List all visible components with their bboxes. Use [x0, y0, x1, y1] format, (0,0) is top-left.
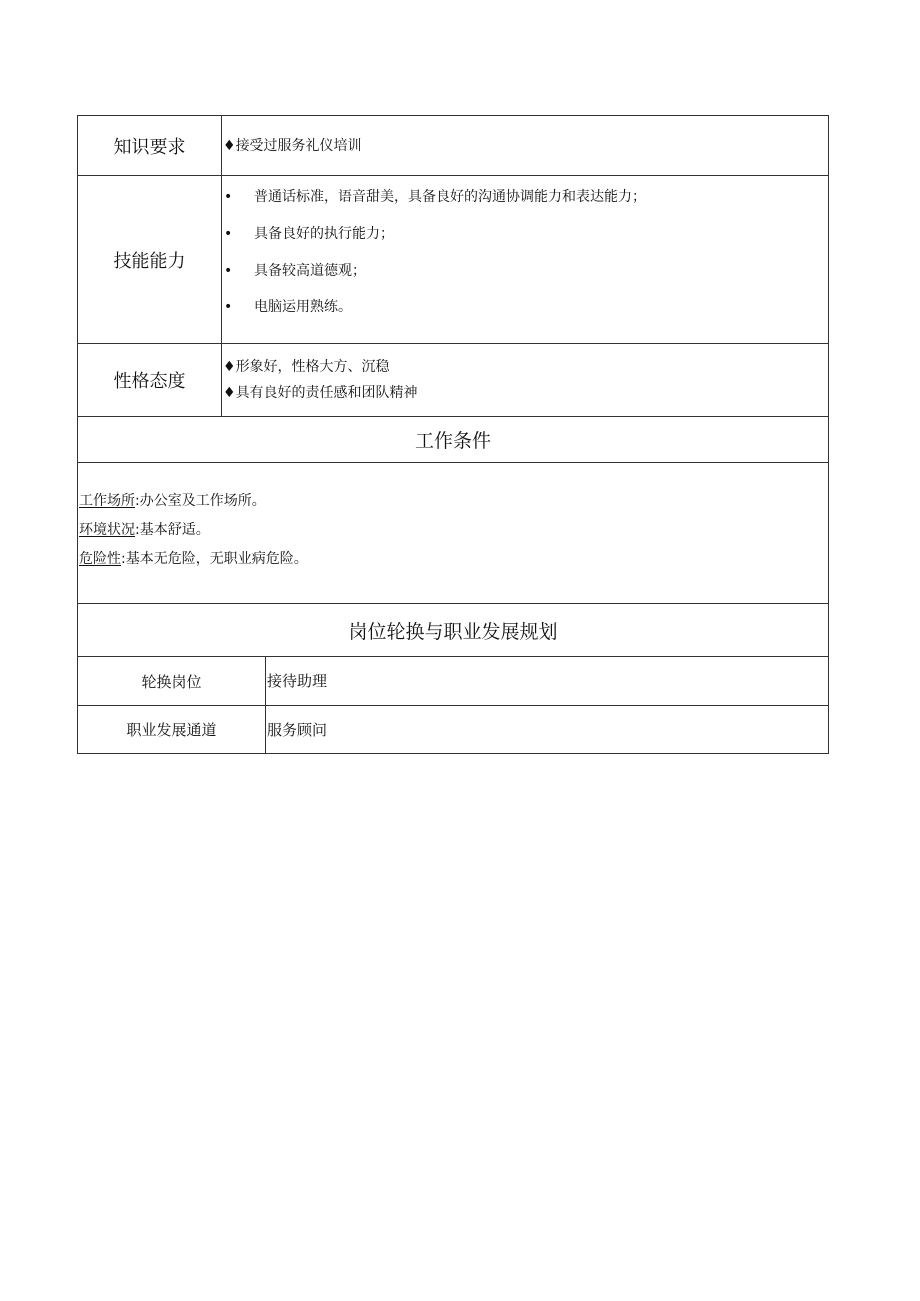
- work-condition-value: 办公室及工作场所。: [139, 493, 266, 509]
- attitude-content-cell: [221, 343, 829, 417]
- bullet-dot-icon: •: [224, 226, 233, 242]
- work-condition-key: 环境状况: [79, 522, 135, 538]
- attitude-item: ♦具有良好的责任感和团队精神: [223, 385, 418, 401]
- work-condition-value: 基本无危险，无职业病危险。: [125, 551, 308, 567]
- knowledge-item: ♦接受过服务礼仪培训: [223, 138, 362, 154]
- rotation-title: 岗位轮换与职业发展规划: [348, 620, 558, 643]
- rotation-label-cell: [77, 656, 266, 706]
- knowledge-label: 知识要求: [113, 136, 186, 158]
- career-path-value: 服务顾问: [267, 721, 328, 739]
- work-condition-key: 工作场所: [79, 493, 135, 509]
- bullet-dot-icon: •: [224, 263, 233, 279]
- work-condition-item: 危险性:基本无危险，无职业病危险。: [79, 551, 308, 567]
- skills-label: 技能能力: [113, 250, 186, 272]
- rotation-value-cell: [265, 656, 829, 706]
- work-condition-item: 环境状况:基本舒适。: [79, 522, 210, 538]
- skills-label-cell: [77, 175, 222, 344]
- attitude-item: ♦形象好，性格大方、沉稳: [223, 359, 390, 375]
- work-condition-item: 工作场所:办公室及工作场所。: [79, 493, 266, 509]
- work-conditions-header: [77, 416, 829, 463]
- rotation-header: [77, 603, 829, 657]
- rotation-label: 轮换岗位: [141, 672, 202, 691]
- attitude-label: 性格态度: [113, 371, 186, 392]
- skills-item: • 普通话标准，语音甜美，具备良好的沟通协调能力和表达能力；: [224, 189, 646, 205]
- career-path-label-cell: [77, 705, 266, 754]
- bullet-dot-icon: •: [224, 189, 233, 205]
- diamond-bullet-icon: ♦: [223, 138, 236, 154]
- skills-item: • 电脑运用熟练。: [224, 299, 352, 315]
- attitude-label-cell: [77, 343, 222, 417]
- knowledge-content-cell: [221, 115, 829, 176]
- diamond-bullet-icon: ♦: [223, 385, 236, 401]
- knowledge-label-cell: [77, 115, 222, 176]
- career-path-value-cell: [265, 705, 829, 754]
- skills-item: • 具备良好的执行能力；: [224, 226, 394, 242]
- work-condition-key: 危险性: [79, 551, 121, 567]
- work-condition-value: 基本舒适。: [139, 522, 210, 538]
- rotation-value: 接待助理: [267, 672, 328, 690]
- diamond-bullet-icon: ♦: [223, 359, 236, 375]
- skills-content-cell: [221, 175, 829, 344]
- work-conditions-body: [77, 462, 829, 604]
- work-conditions-title: 工作条件: [414, 430, 491, 452]
- career-path-label: 职业发展通道: [126, 721, 217, 739]
- skills-item: • 具备较高道德观；: [224, 263, 366, 279]
- bullet-dot-icon: •: [224, 299, 233, 315]
